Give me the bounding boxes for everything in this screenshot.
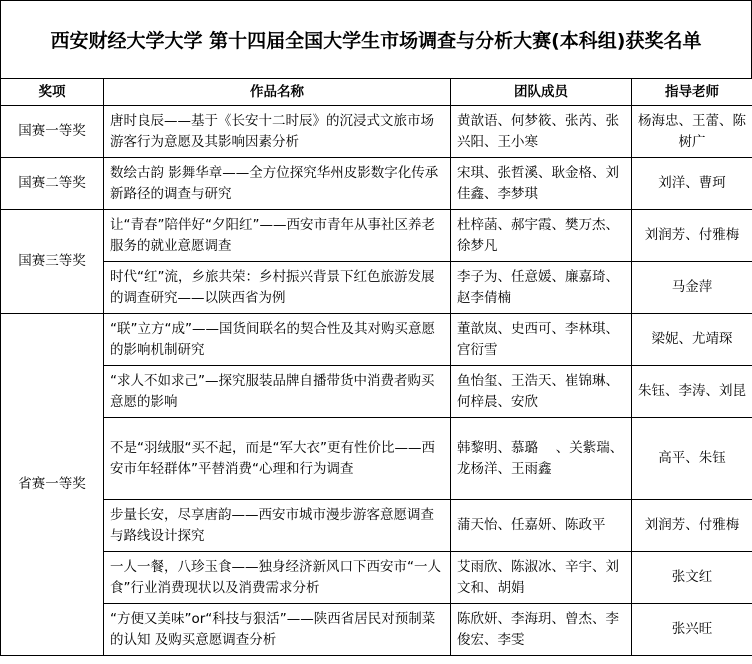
award-table	[0, 78, 752, 656]
team-members-cell: 陈欣妍、李海玥、曾杰、李俊宏、李雯	[451, 604, 632, 656]
advisor-cell: 张文红	[632, 552, 752, 604]
work-title-cell: “求人不如求己”—探究服装品牌自播带货中消费者购买意愿的影响	[104, 366, 451, 418]
team-members-cell: 董歆岚、史西可、李林琪、宫衍雪	[451, 314, 632, 366]
advisor-cell: 张兴旺	[632, 604, 752, 656]
advisor-cell: 杨海忠、王蕾、陈树广	[632, 106, 752, 158]
award-cell: 国赛二等奖	[1, 158, 104, 210]
team-members-cell: 艾雨欣、陈淑冰、辛宇、刘文和、胡娟	[451, 552, 632, 604]
work-title-cell: 时代“红”流，乡旅共荣：乡村振兴背景下红色旅游发展的调查研究——以陕西省为例	[104, 262, 451, 314]
award-cell: 省赛一等奖	[1, 314, 104, 656]
advisor-cell: 高平、朱钰	[632, 418, 752, 500]
award-cell: 国赛一等奖	[1, 106, 104, 158]
table-row	[1, 158, 752, 210]
header-work: 作品名称	[104, 79, 451, 106]
work-title-cell: 数绘古韵 影舞华章——全方位探究华州皮影数字化传承新路径的调查与研究	[104, 158, 451, 210]
advisor-cell: 马金萍	[632, 262, 752, 314]
table-row	[1, 500, 752, 552]
work-title-cell: 不是“羽绒服“买不起，而是“军大衣”更有性价比——西安市年轻群体”平替消费“心理和行为调查	[104, 418, 451, 500]
table-row	[1, 366, 752, 418]
header-advisor: 指导老师	[632, 79, 752, 106]
table-row	[1, 106, 752, 158]
team-members-cell: 李子为、任意媛、廉嘉琦、赵李倩楠	[451, 262, 632, 314]
table-row	[1, 552, 752, 604]
header-row	[1, 79, 752, 106]
work-title-cell: 让“青春”陪伴好“夕阳红”——西安市青年从事社区养老服务的就业意愿调查	[104, 210, 451, 262]
table-row	[1, 314, 752, 366]
table-row	[1, 604, 752, 656]
table-row	[1, 210, 752, 262]
header-team: 团队成员	[451, 79, 632, 106]
work-title-cell: 步量长安，尽享唐韵——西安市城市漫步游客意愿调查与路线设计探究	[104, 500, 451, 552]
table-row	[1, 262, 752, 314]
award-cell: 国赛三等奖	[1, 210, 104, 314]
work-title-cell: 一人一餐，八珍玉食——独身经济新风口下西安市“一人食”行业消费现状以及消费需求分析	[104, 552, 451, 604]
advisor-cell: 梁妮、尤靖琛	[632, 314, 752, 366]
table-row	[1, 418, 752, 500]
sheet-title: 西安财经大学大学 第十四届全国大学生市场调查与分析大赛(本科组)获奖名单	[0, 0, 752, 78]
work-title-cell: “联”立方“成”——国货间联名的契合性及其对购买意愿的影响机制研究	[104, 314, 451, 366]
work-title-cell: “方便又美味”or“科技与狠活”——陕西省居民对预制菜的认知 及购买意愿调查分析	[104, 604, 451, 656]
header-award: 奖项	[1, 79, 104, 106]
team-members-cell: 蒲天怡、任嘉妍、陈政平	[451, 500, 632, 552]
team-members-cell: 宋琪、张哲溪、耿金格、刘佳鑫、李梦琪	[451, 158, 632, 210]
team-members-cell: 杜梓菡、郝宇霞、樊万杰、徐梦凡	[451, 210, 632, 262]
team-members-cell: 黄歆语、何梦筱、张芮、张兴阳、王小寒	[451, 106, 632, 158]
work-title-cell: 唐时良辰——基于《长安十二时辰》的沉浸式文旅市场游客行为意愿及其影响因素分析	[104, 106, 451, 158]
advisor-cell: 刘润芳、付雅梅	[632, 500, 752, 552]
advisor-cell: 刘洋、曹珂	[632, 158, 752, 210]
advisor-cell: 朱钰、李涛、刘昆	[632, 366, 752, 418]
team-members-cell: 韩黎明、慕璐 、关紫瑞、龙杨洋、王雨鑫	[451, 418, 632, 500]
advisor-cell: 刘润芳、付雅梅	[632, 210, 752, 262]
team-members-cell: 鱼怡玺、王浩天、崔锦琳、何梓晨、安欣	[451, 366, 632, 418]
